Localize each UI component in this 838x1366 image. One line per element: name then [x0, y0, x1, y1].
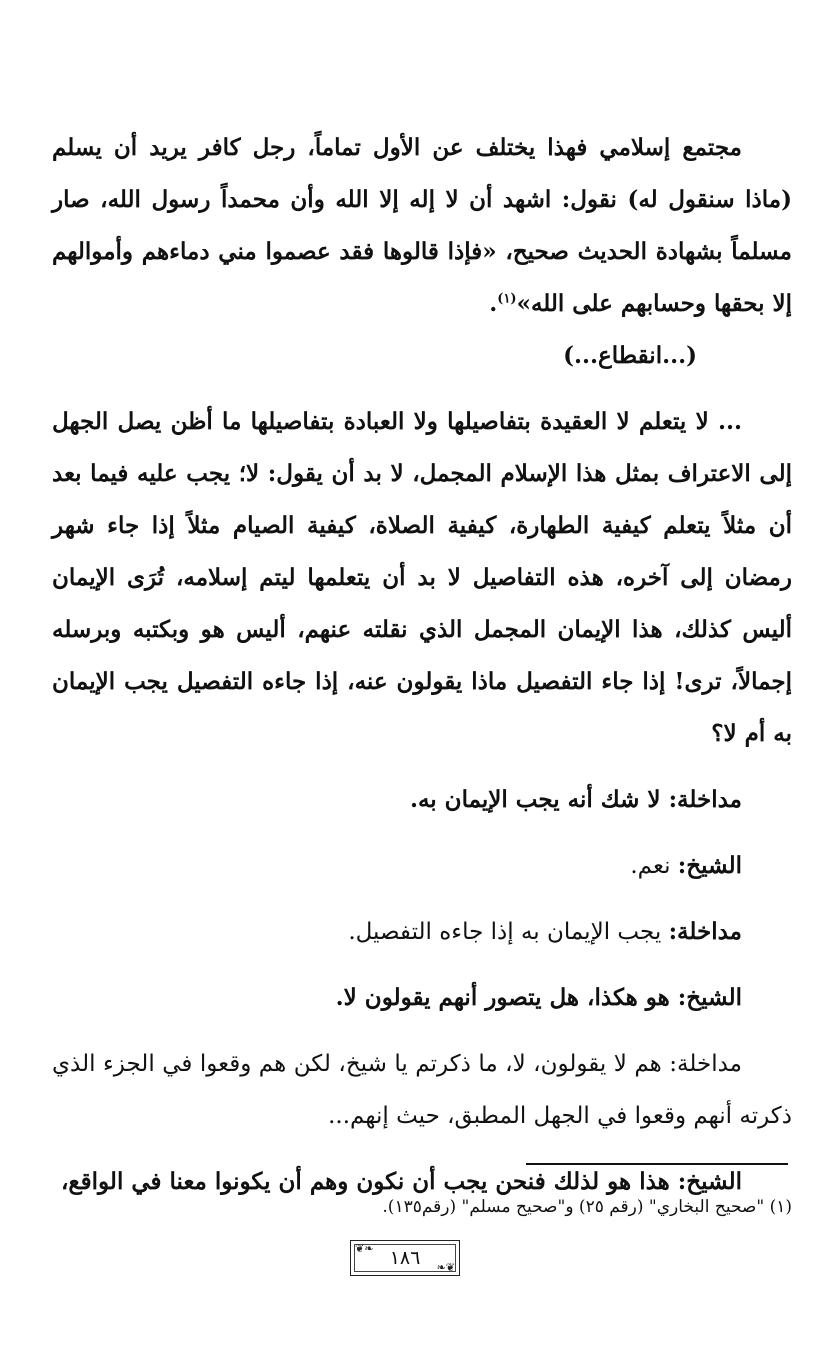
footnote: (١) "صحيح البخاري" (رقم ٢٥) و"صحيح مسلم" (رقم١٣٥).	[382, 1197, 792, 1217]
ornament-icon: ❧❦	[436, 1261, 455, 1274]
dialogue-2	[52, 840, 792, 892]
dialogue-5	[52, 1038, 792, 1142]
speaker-label: مداخلة:	[668, 918, 742, 945]
dialogue-text: هذا هو لذلك فنحن يجب أن نكون وهم أن يكونوا معنا في الواقع،	[61, 1168, 678, 1195]
footnote-ref: (١)	[497, 291, 517, 307]
paragraph-2: ... لا يتعلم لا العقيدة بتفاصيلها ولا العبادة بتفاصيلها ما أظن يصل الجهل إلى الاعتراف بمثل هذا الإسلام المجمل، لا بد أن يقول: لا؛ يجب عليه فيما بعد أن مثلاً يتعلم كيفية الطهارة، كيفية الصلاة، كيفية الصيام مثلاً إذا جاء شهر رمضان إلى آخره، هذه التفاصيل لا بد أن يتعلمها ليتم إسلامه، تُرَى الإيمان أليس كذلك، هذا الإيمان المجمل الذي نقلته عنهم، أليس هو وبكتبه وبرسله إجمالاً، ترى! إذا جاء التفصيل ماذا يقولون عنه، إذا جاءه التفصيل يجب الإيمان به أم لا؟	[52, 408, 792, 747]
speaker-label: الشيخ:	[677, 984, 742, 1011]
dialogue-3	[52, 906, 792, 958]
speaker-label: مداخلة:	[669, 1051, 742, 1077]
dialogue-1	[52, 774, 792, 826]
page-number: ١٨٦	[389, 1247, 421, 1269]
dialogue-text: يجب الإيمان به إذا جاءه التفصيل.	[348, 919, 669, 945]
dialogue-4	[52, 972, 792, 1024]
dialogue-text: نعم.	[630, 853, 678, 879]
dialogue-text: هم لا يقولون، لا، ما ذكرتم يا شيخ، لكن هم وقعوا في الجزء الذي ذكرته أنهم وقعوا في الجهل المطبق، حيث إنهم...	[52, 1051, 792, 1129]
interruption-note: (...انقطاع...)	[563, 342, 697, 369]
speaker-label: مداخلة:	[668, 786, 742, 813]
ornament-icon: ❦❧	[355, 1242, 374, 1255]
dialogue-text: لا شك أنه يجب الإيمان به.	[409, 786, 669, 813]
dialogue-text: هو هكذا، هل يتصور أنهم يقولون لا.	[335, 984, 678, 1011]
paragraph-1	[52, 122, 792, 330]
page-number-frame	[350, 1240, 460, 1276]
paragraph-1-text: مجتمع إسلامي فهذا يختلف عن الأول تماماً، رجل كافر يريد أن يسلم (ماذا سنقول له) نقول: اشهد أن لا إله إلا الله وأن محمداً رسول الله، صار مسلماً بشهادة الحديث صحيح، «فإذا قالوها فقد عصموا مني دماءهم وأموالهم إلا بحقها وحسابهم على الله»	[52, 134, 793, 317]
paragraph-1-end: .	[489, 290, 498, 317]
speaker-label: الشيخ:	[677, 852, 742, 879]
footnote-divider	[526, 1163, 788, 1165]
speaker-label: الشيخ:	[677, 1168, 742, 1195]
page-body	[52, 122, 792, 1208]
